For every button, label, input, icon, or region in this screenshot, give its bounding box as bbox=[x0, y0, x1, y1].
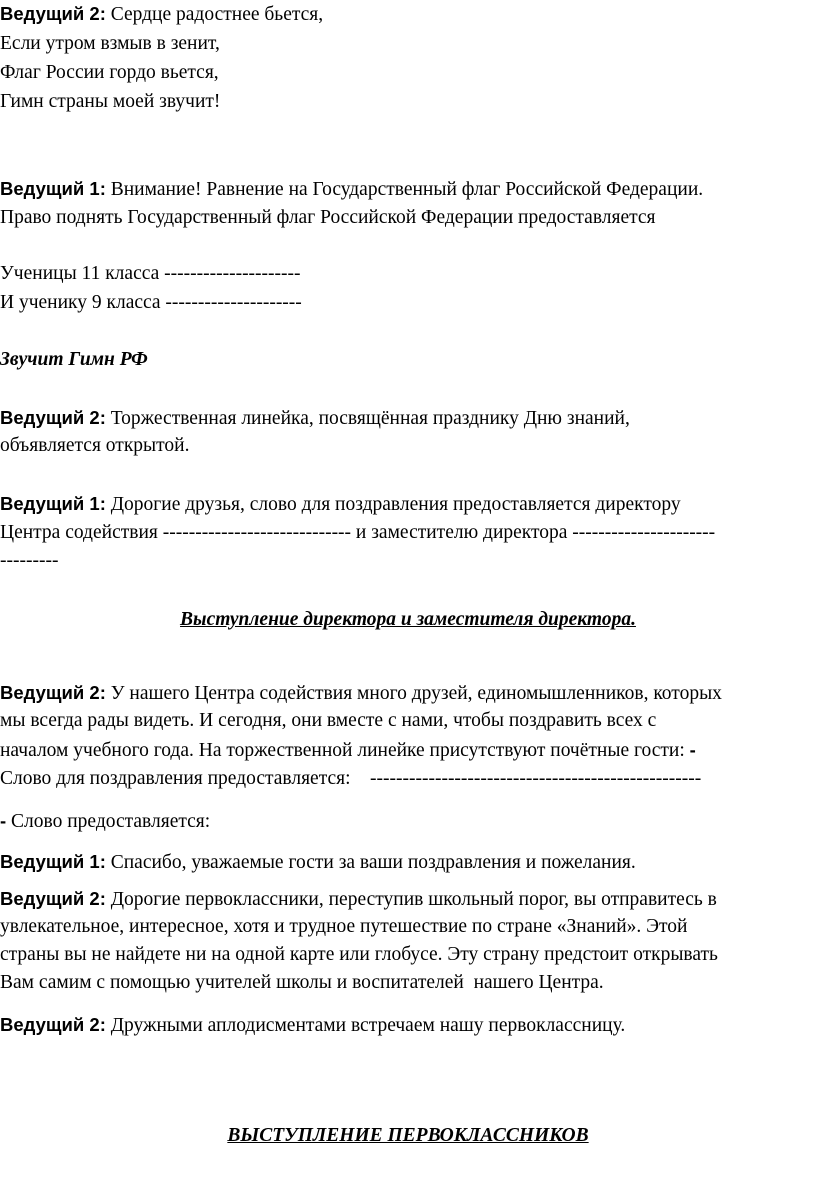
paragraph-line bbox=[0, 885, 717, 913]
paragraph-line bbox=[0, 941, 718, 969]
line-text: Дорогие первоклассники, переступив школьный порог, вы отправитесь в bbox=[105, 889, 717, 910]
speaker-label: Ведущий 1: bbox=[0, 851, 106, 872]
speaker-label: Ведущий 1: bbox=[0, 178, 106, 199]
stanza-line-2 bbox=[0, 30, 220, 58]
stanza-line-3 bbox=[0, 59, 219, 87]
line-text: объявляется открытой. bbox=[0, 435, 190, 456]
line-text: Выступление директора и заместителя директора. bbox=[180, 609, 636, 630]
line-text: Сердце радостнее бьется, bbox=[105, 4, 324, 25]
paragraph-line bbox=[0, 969, 604, 997]
speaker-label: Ведущий 2: bbox=[0, 682, 106, 703]
line-text: Центра содействия ----------------------------- и заместителю директора ---------------------- bbox=[0, 522, 716, 543]
paragraph-line bbox=[0, 848, 636, 876]
paragraph-line bbox=[0, 913, 688, 941]
speaker-label: Ведущий 1: bbox=[0, 493, 106, 514]
line-text: Внимание! Равнение на Государственный флаг Российской Федерации. bbox=[105, 179, 704, 200]
line-text: У нашего Центра содействия много друзей, единомышленников, которых bbox=[105, 683, 722, 704]
paragraph-line bbox=[0, 1011, 625, 1039]
paragraph-line bbox=[0, 765, 701, 793]
speaker-label: Ведущий 2: bbox=[0, 3, 106, 24]
line-text: И ученику 9 класса --------------------- bbox=[0, 292, 302, 313]
section-heading bbox=[0, 606, 816, 634]
speaker-label: Ведущий 2: bbox=[0, 1014, 106, 1035]
line-text: Слово для поздравления предоставляется: --------------------------------------------------- bbox=[0, 768, 702, 789]
line-text: Вам самим с помощью учителей школы и воспитателей нашего Центра. bbox=[0, 972, 604, 993]
line-text: Слово предоставляется: bbox=[6, 811, 211, 832]
section-heading bbox=[0, 1122, 816, 1150]
list-dash: - bbox=[689, 739, 696, 760]
line-text: Дружными аплодисментами встречаем нашу первоклассницу. bbox=[105, 1015, 626, 1036]
paragraph-line bbox=[0, 204, 656, 232]
paragraph-line bbox=[0, 807, 210, 835]
line-text: Торжественная линейка, посвящённая празднику Дню знаний, bbox=[105, 408, 630, 429]
line-text: Дорогие друзья, слово для поздравления предоставляется директору bbox=[105, 494, 681, 515]
line-text: началом учебного года. На торжественной линейке присутствуют почётные гости: bbox=[0, 740, 690, 761]
paragraph-line bbox=[0, 432, 189, 460]
line-text: Право поднять Государственный флаг Российской Федерации предоставляется bbox=[0, 207, 656, 228]
line-text: Звучит Гимн РФ bbox=[0, 349, 148, 370]
speaker-label: Ведущий 2: bbox=[0, 888, 106, 909]
line-text: Флаг России гордо вьется, bbox=[0, 62, 219, 83]
stanza-line-1 bbox=[0, 0, 323, 28]
line-text: Если утром взмыв в зенит, bbox=[0, 33, 220, 54]
paragraph-line bbox=[0, 175, 703, 203]
line-text: --------- bbox=[0, 550, 59, 571]
line-text: мы всегда рады видеть. И сегодня, они вместе с нами, чтобы поздравить всех с bbox=[0, 710, 657, 731]
paragraph-line bbox=[0, 260, 301, 288]
list-dash: - bbox=[0, 810, 7, 831]
stage-direction bbox=[0, 346, 148, 374]
line-text: Ученицы 11 класса --------------------- bbox=[0, 263, 301, 284]
line-text: Гимн страны моей звучит! bbox=[0, 91, 221, 112]
paragraph-line bbox=[0, 519, 715, 547]
paragraph-line bbox=[0, 736, 696, 764]
speaker-label: Ведущий 2: bbox=[0, 407, 106, 428]
line-text: увлекательное, интересное, хотя и трудное путешествие по стране «Знаний». Этой bbox=[0, 916, 688, 937]
line-text: страны вы не найдете ни на одной карте или глобусе. Эту страну предстоит открывать bbox=[0, 944, 718, 965]
paragraph-line bbox=[0, 490, 681, 518]
paragraph-line bbox=[0, 404, 630, 432]
line-text: Спасибо, уважаемые гости за ваши поздравления и пожелания. bbox=[105, 852, 636, 873]
paragraph-line bbox=[0, 289, 302, 317]
line-text: ВЫСТУПЛЕНИЕ ПЕРВОКЛАССНИКОВ bbox=[227, 1125, 589, 1146]
paragraph-line bbox=[0, 707, 656, 735]
stanza-line-4 bbox=[0, 88, 220, 116]
paragraph-line bbox=[0, 547, 58, 575]
paragraph-line bbox=[0, 679, 722, 707]
